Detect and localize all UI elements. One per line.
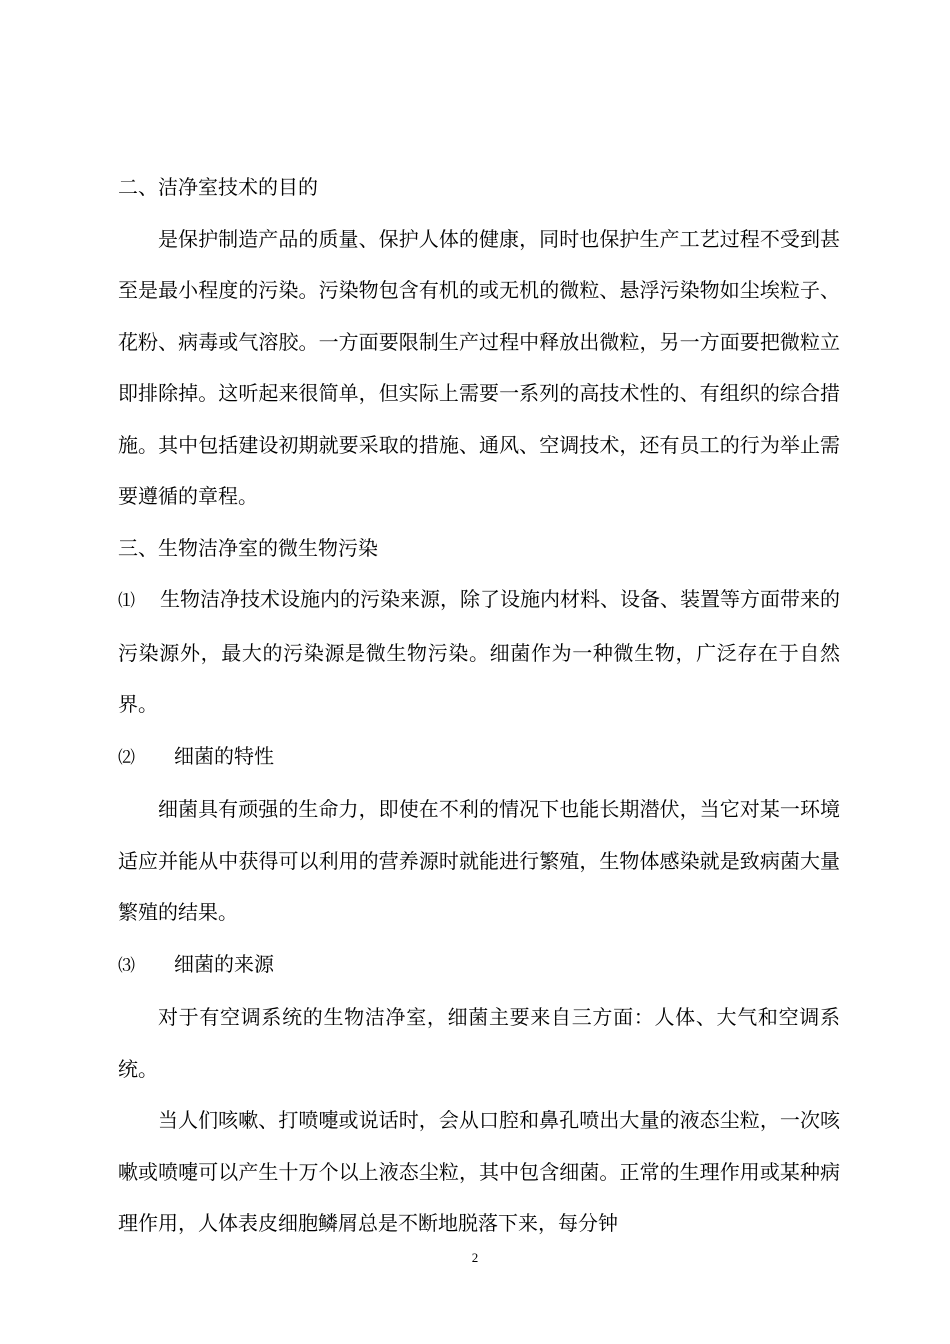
section-heading-purpose: 二、洁净室技术的目的 xyxy=(118,175,318,199)
list-item-2-number: ⑵ xyxy=(118,747,135,768)
section-heading-microbial-contamination: 三、生物洁净室的微生物污染 xyxy=(118,535,378,560)
page-number: 2 xyxy=(471,1250,479,1265)
list-item-1 xyxy=(118,574,840,731)
list-item-2-text: 细菌的特性 xyxy=(174,743,274,768)
paragraph-bacteria-traits: 细菌具有顽强的生命力，即使在不利的情况下也能长期潜伏，当它对某一环境适应并能从中获得可以利用的营养源时就能进行繁殖，生物体感染就是致病菌大量繁殖的结果。 xyxy=(118,797,840,924)
paragraph-purpose: 是保护制造产品的质量、保护人体的健康，同时也保护生产工艺过程不受到甚至是最小程度的污染。污染物包含有机的或无机的微粒、悬浮污染物如尘埃粒子、花粉、病毒或气溶胶。一方面要限制生产过程中释放出微粒，另一方面要把微粒立即排除掉。这听起来很简单，但实际上需要一系列的高技术性的、有组织的综合措施。其中包括建设初期就要采取的措施、通风、空调技术，还有员工的行为举止需要遵循的章程。 xyxy=(118,226,840,508)
paragraph-bacteria-sources: 对于有空调系统的生物洁净室，细菌主要来自三方面：人体、大气和空调系统。 xyxy=(118,1005,840,1081)
list-item-3-number: ⑶ xyxy=(118,955,135,976)
paragraph-human-source: 当人们咳嗽、打喷嚏或说话时，会从口腔和鼻孔喷出大量的液态尘粒，一次咳嗽或喷嚏可以产生十万个以上液态尘粒，其中包含细菌。正常的生理作用或某种病理作用，人体表皮细胞鳞屑总是不断地脱落下来，每分钟 xyxy=(118,1108,840,1235)
list-item-1-text: 生物洁净技术设施内的污染来源，除了设施内材料、设备、装置等方面带来的污染源外，最大的污染源是微生物污染。细菌作为一种微生物，广泛存在于自然界。 xyxy=(118,587,840,716)
list-item-2 xyxy=(118,731,840,785)
list-item-3 xyxy=(118,939,840,993)
document-body xyxy=(118,162,840,1250)
list-item-3-text: 细菌的来源 xyxy=(174,951,274,976)
list-item-1-number: ⑴ xyxy=(118,591,135,611)
